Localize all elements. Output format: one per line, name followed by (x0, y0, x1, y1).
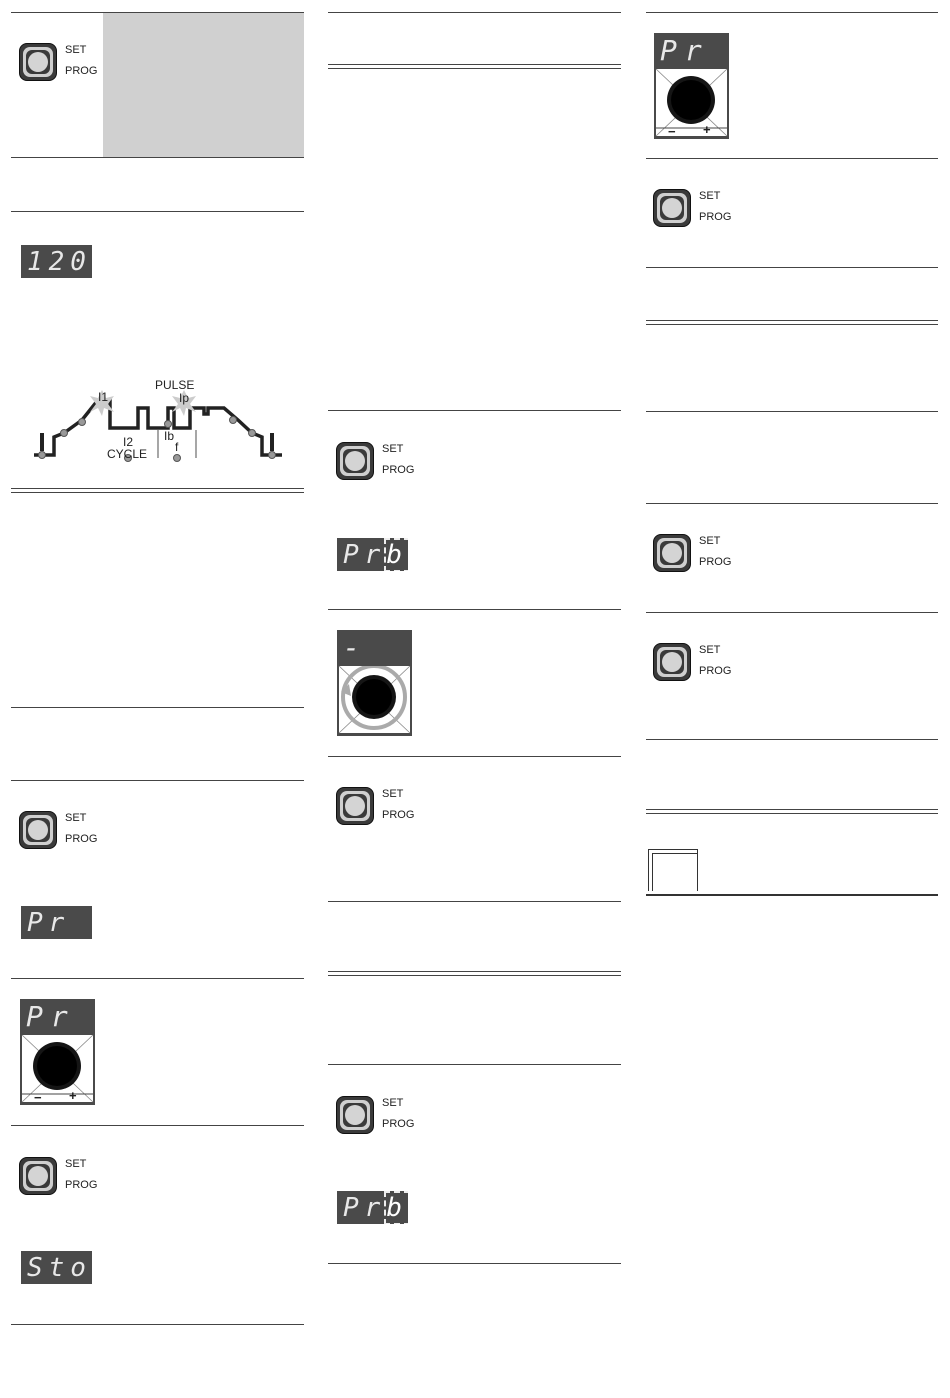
pulse-diagram (30, 378, 290, 468)
divider (646, 411, 938, 412)
current-display: 120 (21, 245, 92, 278)
cycle-label: CYCLE (107, 447, 148, 461)
divider (646, 12, 938, 13)
dashes-display: - (343, 631, 368, 664)
set-prog-button[interactable] (653, 643, 743, 687)
pr-text: Pr (343, 540, 387, 570)
divider (11, 211, 304, 212)
dashes-knob-panel[interactable] (337, 630, 412, 736)
divider (11, 707, 304, 708)
divider (11, 157, 304, 158)
set-label: SET (699, 644, 721, 656)
pulse-label: PULSE (155, 378, 195, 392)
i1-label: I1 (98, 390, 109, 404)
divider (646, 158, 938, 159)
plus-icon: + (69, 1088, 77, 1103)
set-prog-button[interactable] (19, 811, 109, 855)
prog-label: PROG (382, 464, 415, 476)
divider (328, 1263, 621, 1264)
note-box-inner (652, 853, 698, 891)
double-divider (11, 488, 304, 493)
set-label: SET (382, 1097, 404, 1109)
prog-label: PROG (699, 665, 732, 677)
divider (328, 410, 621, 411)
double-divider (646, 320, 938, 325)
gray-note-box (103, 13, 304, 157)
divider (646, 503, 938, 504)
divider (11, 1324, 304, 1325)
double-divider (328, 64, 621, 69)
prog-label: PROG (382, 1118, 415, 1130)
divider (11, 978, 304, 979)
ib-label: Ib (164, 429, 175, 443)
pr-display: Pr (21, 906, 92, 939)
f-label: f (175, 440, 179, 454)
note-underline (646, 894, 938, 896)
pr2-knob-panel[interactable] (654, 33, 729, 139)
double-divider (646, 809, 938, 814)
prog-label: PROG (65, 1179, 98, 1191)
blink-char: b (386, 1193, 408, 1223)
i2-label: I2 (123, 435, 134, 449)
set-prog-button[interactable] (653, 189, 743, 233)
set-label: SET (382, 788, 404, 800)
minus-icon: − (34, 1090, 42, 1105)
set-label: SET (699, 190, 721, 202)
set-label: SET (65, 1158, 87, 1170)
sto-display: Sto (21, 1251, 92, 1284)
divider (328, 609, 621, 610)
double-divider (328, 971, 621, 976)
divider (646, 739, 938, 740)
divider (328, 756, 621, 757)
prb-display: Pr (26, 1000, 76, 1033)
set-prog-button[interactable] (336, 1096, 426, 1140)
minus-icon: − (668, 124, 676, 139)
set-prog-button[interactable] (19, 43, 109, 87)
prog-label: PROG (699, 211, 732, 223)
divider (646, 267, 938, 268)
prog-label: PROG (65, 833, 98, 845)
pr-text: Pr (343, 1193, 387, 1223)
prb-knob-panel[interactable] (20, 999, 95, 1105)
set-label: SET (65, 44, 87, 56)
divider (11, 780, 304, 781)
pr-blink-display (337, 538, 408, 571)
set-prog-button[interactable] (336, 787, 426, 831)
divider (11, 1125, 304, 1126)
divider (646, 612, 938, 613)
pr-blink-display (337, 1191, 408, 1224)
divider (328, 901, 621, 902)
prog-label: PROG (65, 65, 98, 77)
divider (328, 1064, 621, 1065)
set-label: SET (382, 443, 404, 455)
blink-char: b (386, 540, 408, 570)
ip-label: Ip (179, 391, 190, 405)
set-label: SET (65, 812, 87, 824)
set-prog-button[interactable] (653, 534, 743, 578)
plus-icon: + (703, 122, 711, 137)
set-prog-button[interactable] (336, 442, 426, 486)
prog-label: PROG (382, 809, 415, 821)
set-prog-button[interactable] (19, 1157, 109, 1201)
divider (328, 12, 621, 13)
set-label: SET (699, 535, 721, 547)
pr2-display: Pr (660, 34, 710, 67)
prog-label: PROG (699, 556, 732, 568)
